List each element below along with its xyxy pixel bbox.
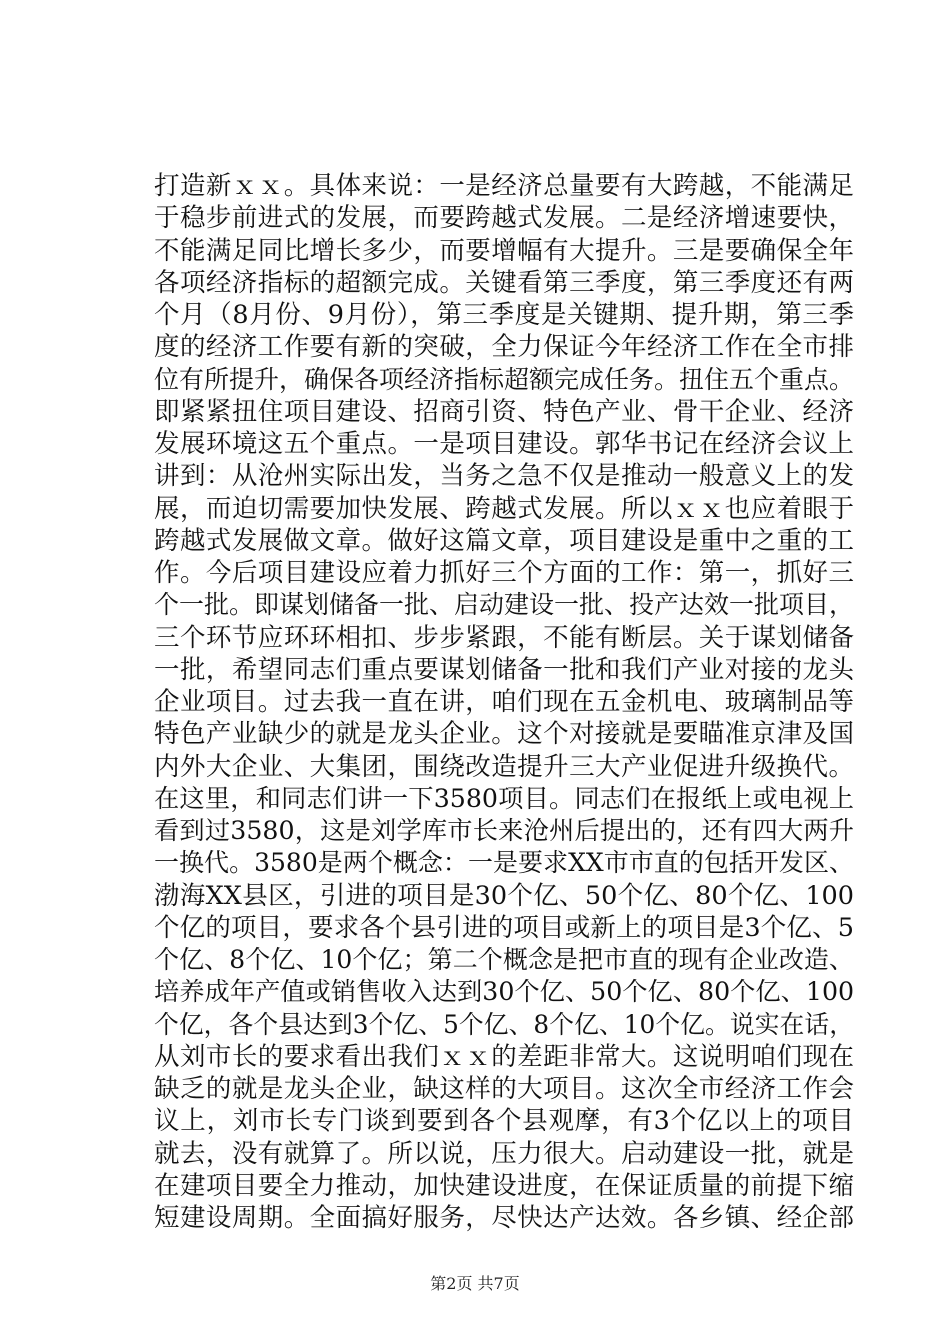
text-line: 个一批。即谋划储备一批、启动建设一批、投产达效一批项目，: [154, 590, 855, 620]
text-line: 作。今后项目建设应着力抓好三个方面的工作：第一，抓好三: [154, 558, 854, 588]
text-line: 发展环境这五个重点。一是项目建设。郭华书记在经济会议上: [154, 429, 854, 459]
text-line: 企业项目。过去我一直在讲，咱们现在五金机电、玻璃制品等: [154, 687, 854, 717]
text-line: 个亿、8个亿、10个亿；第二个概念是把市直的现有企业改造、: [154, 945, 854, 974]
text-line: 展，而迫切需要加快发展、跨越式发展。所以ｘｘ也应着眼于: [154, 493, 854, 524]
text-line: 看到过3580，这是刘学库市长来沧州后提出的，还有四大两升: [154, 816, 854, 845]
page-footer: 第2页 共7页: [430, 1274, 520, 1293]
text-line: 位有所提升，确保各项经济指标超额完成任务。扭住五个重点。: [154, 364, 855, 394]
text-line: 于稳步前进式的发展，而要跨越式发展。二是经济增速要快，: [154, 203, 854, 234]
text-line: 一批，希望同志们重点要谋划储备一批和我们产业对接的龙头: [154, 654, 854, 685]
text-line: 度的经济工作要有新的突破，全力保证今年经济工作在全市排: [154, 332, 854, 363]
text-line: 特色产业缺少的就是龙头企业。这个对接就是要瞄准京津及国: [154, 719, 854, 750]
text-line: 讲到：从沧州实际出发，当务之急不仅是推动一般意义上的发: [154, 461, 854, 492]
text-line: 不能满足同比增长多少，而要增幅有大提升。三是要确保全年: [154, 235, 854, 266]
text-line: 在建项目要全力推动，加快建设进度，在保证质量的前提下缩: [154, 1170, 854, 1201]
text-line: 就去，没有就算了。所以说，压力很大。启动建设一批，就是: [154, 1138, 854, 1169]
text-line: 个亿的项目，要求各个县引进的项目或新上的项目是3个亿、5: [154, 912, 854, 943]
text-line: 从刘市长的要求看出我们ｘｘ的差距非常大。这说明咱们现在: [154, 1041, 854, 1072]
text-line: 议上，刘市长专门谈到要到各个县观摩，有3个亿以上的项目: [154, 1106, 854, 1137]
text-line: 在这里，和同志们讲一下3580项目。同志们在报纸上或电视上: [154, 783, 854, 813]
body-text: [154, 170, 854, 1234]
text-line: 各项经济指标的超额完成。关键看第三季度，第三季度还有两: [154, 267, 854, 298]
text-line: 渤海XX县区，引进的项目是30个亿、50个亿、80个亿、100: [154, 880, 854, 911]
text-line: 三个环节应环环相扣、步步紧跟，不能有断层。关于谋划储备: [154, 622, 854, 653]
text-line: 内外大企业、大集团，围绕改造提升三大产业促进升级换代。: [154, 751, 854, 782]
text-line: 个月（8月份、9月份），第三季度是关键期、提升期，第三季: [154, 300, 854, 330]
text-line: 培养成年产值或销售收入达到30个亿、50个亿、80个亿、100: [154, 977, 855, 1007]
text-line: 缺乏的就是龙头企业，缺这样的大项目。这次全市经济工作会: [154, 1074, 854, 1104]
text-line: 打造新ｘｘ。具体来说：一是经济总量要有大跨越，不能满足: [154, 171, 854, 201]
text-line: 个亿，各个县达到3个亿、5个亿、8个亿、10个亿。说实在话，: [154, 1009, 854, 1039]
text-line: 即紧紧扭住项目建设、招商引资、特色产业、骨干企业、经济: [154, 396, 854, 427]
text-line: 短建设周期。全面搞好服务，尽快达产达效。各乡镇、经企部: [154, 1203, 854, 1233]
text-line: 跨越式发展做文章。做好这篇文章，项目建设是重中之重的工: [154, 525, 854, 556]
text-line: 一换代。3580是两个概念：一是要求XX市市直的包括开发区、: [154, 848, 854, 878]
